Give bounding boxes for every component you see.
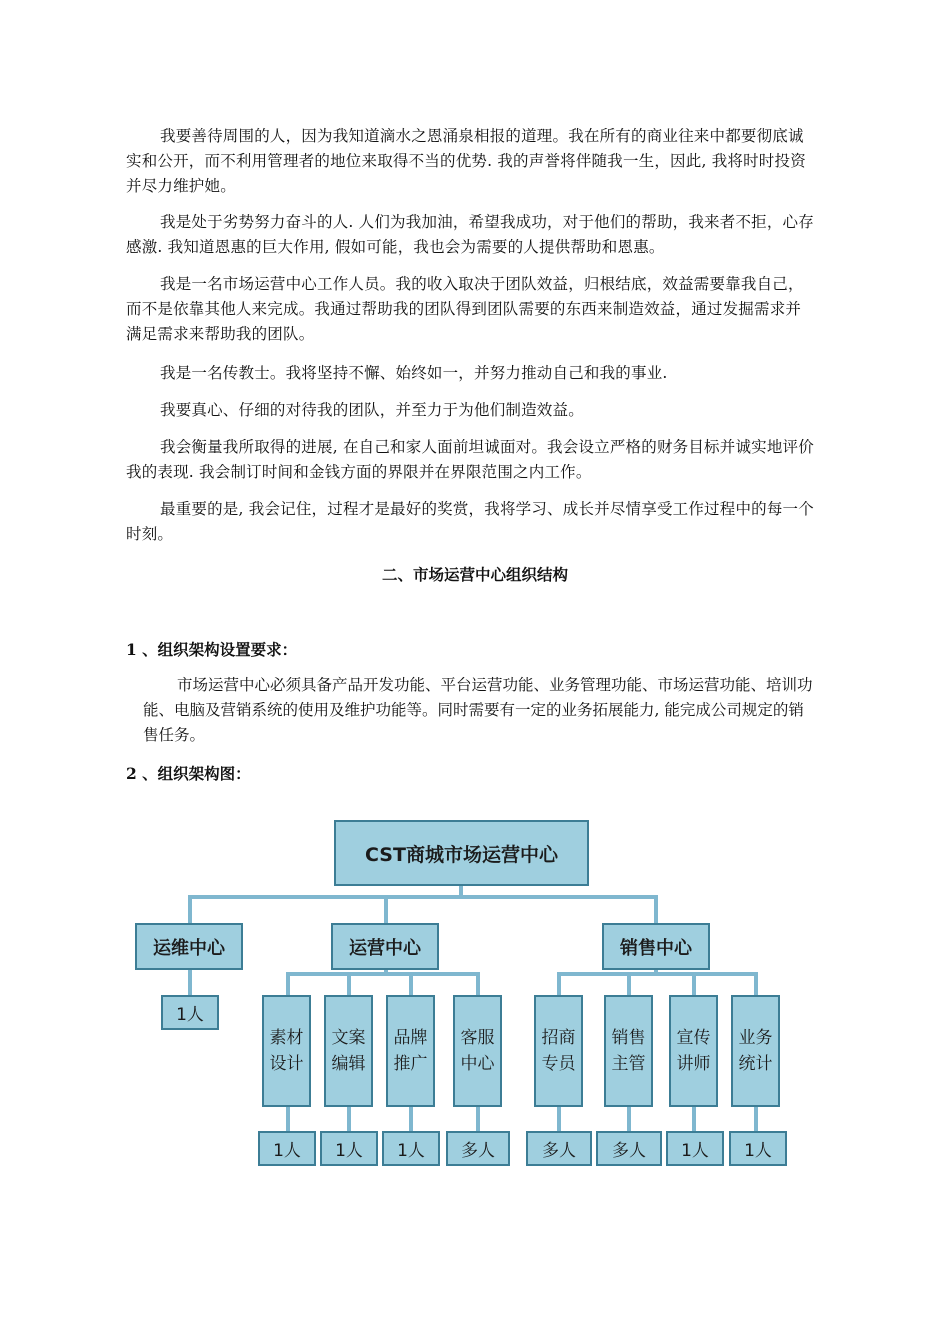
org-count-box: 1人 — [729, 1131, 787, 1166]
connector-line — [692, 1106, 696, 1132]
connector-line — [627, 1106, 631, 1132]
org-unit-business-stats: 业务统计 — [731, 995, 780, 1107]
paragraph-6: 我会衡量我所取得的进展, 在自己和家人面前坦诚面对。我会设立严格的财务目标并诚实地评价我的表现. 我会制订时间和金钱方面的界限并在界限范围之内工作。 — [126, 438, 814, 481]
org-dept-sales: 销售中心 — [602, 923, 710, 970]
org-unit-brand-promotion: 品牌推广 — [386, 995, 435, 1107]
connector-line — [476, 1106, 480, 1132]
org-count-box: 1人 — [382, 1131, 440, 1166]
connector-line — [557, 972, 758, 976]
paragraph-2: 我是处于劣势努力奋斗的人. 人们为我加油，希望我成功，对于他们的帮助，我来者不拒，心存感激. 我知道恩惠的巨大作用, 假如可能，我也会为需要的人提供帮助和恩惠。 — [126, 213, 814, 256]
connector-line — [409, 972, 413, 996]
connector-line — [286, 1106, 290, 1132]
subsection-title-1: 1 、组织架构设置要求： — [126, 640, 298, 659]
connector-line — [692, 972, 696, 996]
org-root-box: CST商城市场运营中心 — [334, 820, 589, 886]
connector-line — [188, 895, 658, 899]
org-dept-ops-maintenance: 运维中心 — [135, 923, 243, 970]
connector-line — [627, 972, 631, 996]
org-unit-recruitment: 招商专员 — [534, 995, 583, 1107]
connector-line — [384, 895, 388, 923]
paragraph-7: 最重要的是, 我会记住，过程才是最好的奖赏，我将学习、成长并尽情享受工作过程中的每一个时刻。 — [126, 500, 814, 543]
connector-line — [557, 1106, 561, 1132]
connector-line — [188, 895, 192, 923]
requirements-paragraph: 市场运营中心必须具备产品开发功能、平台运营功能、业务管理功能、市场运营功能、培训功能、电脑及营销系统的使用及维护功能等。同时需要有一定的业务拓展能力, 能完成公司规定的销售任务。 — [143, 676, 813, 744]
connector-line — [476, 972, 480, 996]
paragraph-4: 我是一名传教士。我将坚持不懈、始终如一，并努力推动自己和我的事业. — [160, 364, 668, 382]
paragraph-1: 我要善待周围的人，因为我知道滴水之恩涌泉相报的道理。我在所有的商业往来中都要彻底诚实和公开，而不利用管理者的地位来取得不当的优势. 我的声誉将伴随我一生，因此, 我将时时投资并尽力维护她。 — [126, 127, 806, 195]
org-count-box: 多人 — [446, 1131, 510, 1166]
org-count-box: 1人 — [258, 1131, 316, 1166]
org-unit-sales-supervisor: 销售主管 — [604, 995, 653, 1107]
connector-line — [188, 969, 192, 995]
org-count-box: 多人 — [526, 1131, 592, 1166]
connector-line — [409, 1106, 413, 1132]
org-unit-copywriting: 文案编辑 — [324, 995, 373, 1107]
connector-line — [286, 972, 290, 996]
paragraph-3: 我是一名市场运营中心工作人员。我的收入取决于团队效益，归根结底，效益需要靠我自己，而不是依靠其他人来完成。我通过帮助我的团队得到团队需要的东西来制造效益，通过发掘需求并满足需求来帮助我的团队。 — [126, 275, 804, 343]
org-dept-operations: 运营中心 — [331, 923, 439, 970]
connector-line — [654, 895, 658, 923]
connector-line — [286, 972, 480, 976]
connector-line — [754, 1106, 758, 1132]
connector-line — [754, 972, 758, 996]
connector-line — [347, 1106, 351, 1132]
org-count-box: 1人 — [666, 1131, 724, 1166]
org-chart — [0, 800, 950, 1180]
org-unit-promo-lecturer: 宣传讲师 — [669, 995, 718, 1107]
org-count-box: 1人 — [320, 1131, 378, 1166]
org-count-box: 1人 — [161, 995, 219, 1030]
org-unit-customer-service: 客服中心 — [453, 995, 502, 1107]
connector-line — [557, 972, 561, 996]
paragraph-5: 我要真心、仔细的对待我的团队，并至力于为他们制造效益。 — [160, 401, 584, 419]
section-title: 二、市场运营中心组织结构 — [381, 565, 568, 584]
connector-line — [347, 972, 351, 996]
org-unit-material-design: 素材设计 — [262, 995, 311, 1107]
org-count-box: 多人 — [596, 1131, 662, 1166]
subsection-title-2: 2 、组织架构图： — [126, 764, 251, 783]
